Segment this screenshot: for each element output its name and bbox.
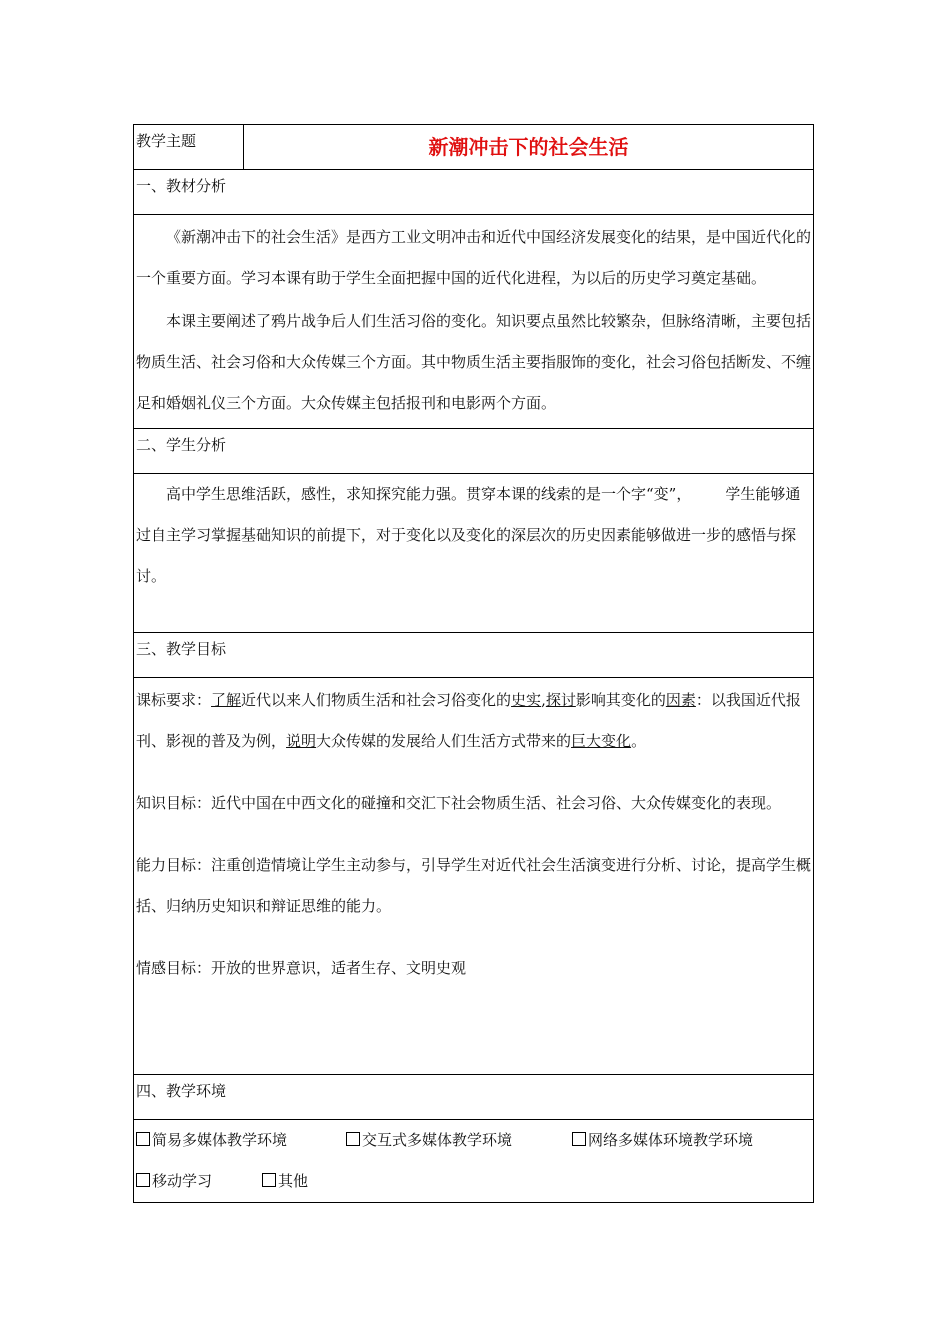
req-text-1: 近代以来人们物质生活和社会习俗变化的 (241, 691, 512, 709)
environment-options-row-1 (136, 1120, 811, 1161)
req-underline-5: 说明 (286, 732, 317, 750)
env-option-simple-multimedia[interactable] (136, 1120, 346, 1161)
env-option-label: 网络多媒体环境教学环境 (588, 1131, 754, 1149)
section-2-body (134, 474, 814, 633)
env-option-mobile-learning[interactable] (136, 1161, 262, 1202)
section-4-body (134, 1120, 814, 1203)
req-text-3: 影响其变化的 (575, 691, 666, 709)
req-prefix: 课标要求： (136, 691, 212, 709)
section-heading-teaching-goals: 三、教学目标 (134, 633, 814, 678)
checkbox-icon[interactable] (136, 1173, 150, 1187)
checkbox-icon[interactable] (136, 1132, 150, 1146)
section-4-heading-row (134, 1075, 814, 1120)
lesson-title: 新潮冲击下的社会生活 (244, 125, 814, 170)
req-underline-3: 探讨 (545, 691, 576, 709)
env-option-interactive-multimedia[interactable] (346, 1120, 572, 1161)
section-2-heading-row (134, 429, 814, 474)
section-4-body-row (134, 1120, 814, 1203)
req-underline-2: 史实 (511, 691, 542, 709)
section-1-heading-row (134, 170, 814, 215)
emotion-goal: 情感目标：开放的世界意识，适者生存、文明史观 (136, 959, 467, 977)
textbook-analysis-paragraph-2: 本课主要阐述了鸦片战争后人们生活习俗的变化。知识要点虽然比较繁杂，但脉络清晰，主要包括物质生活、社会习俗和大众传媒三个方面。其中物质生活主要指服饰的变化，社会习俗包括断发、不缠足和婚姻礼仪三个方面。大众传媒主包括报刊和电影两个方面。 (136, 312, 812, 412)
ability-goal: 能力目标：注重创造情境让学生主动参与，引导学生对近代社会生活演变进行分析、讨论，提高学生概括、归纳历史知识和辩证思维的能力。 (136, 856, 812, 915)
section-3-body-row (134, 678, 814, 1075)
req-text-5: 大众传媒的发展给人们生活方式带来的 (316, 732, 572, 750)
knowledge-goal: 知识目标：近代中国在中西文化的碰撞和交汇下社会物质生活、社会习俗、大众传媒变化的表现。 (136, 794, 782, 812)
env-option-label: 交互式多媒体教学环境 (362, 1131, 513, 1149)
req-text-6: 。 (631, 732, 647, 750)
student-analysis-text-a: 高中学生思维活跃，感性，求知探究能力强。贯穿本课的线索的是一个字“变”， (166, 485, 692, 503)
req-underline-1: 了解 (211, 691, 242, 709)
checkbox-icon[interactable] (262, 1173, 276, 1187)
section-3-heading-row (134, 633, 814, 678)
section-2-body-row (134, 474, 814, 633)
section-1-body-row (134, 215, 814, 429)
section-3-body (134, 678, 814, 1075)
env-option-network-multimedia[interactable] (572, 1120, 753, 1161)
curriculum-requirement (136, 680, 811, 762)
req-underline-6: 巨大变化 (571, 732, 632, 750)
topic-label: 教学主题 (134, 125, 244, 170)
checkbox-icon[interactable] (572, 1132, 586, 1146)
header-row (134, 125, 814, 170)
req-text-4: ：以我国近代报刊、影视的普及为例， (136, 691, 801, 750)
lesson-plan-table (133, 124, 814, 1203)
student-analysis-text-b: 学生能够通过自主学习掌握基础知识的前提下，对于变化以及变化的深层次的历史因素能够做进一步的感悟与探讨。 (136, 485, 801, 585)
req-text-2: , (541, 691, 546, 709)
section-1-body (134, 215, 814, 429)
environment-options-row-2 (136, 1161, 811, 1202)
env-option-other[interactable] (262, 1161, 308, 1202)
env-option-label: 简易多媒体教学环境 (152, 1131, 288, 1149)
req-underline-4: 因素 (665, 691, 696, 709)
section-heading-student-analysis: 二、学生分析 (134, 429, 814, 474)
textbook-analysis-paragraph-1: 《新潮冲击下的社会生活》是西方工业文明冲击和近代中国经济发展变化的结果，是中国近代化的一个重要方面。学习本课有助于学生全面把握中国的近代化进程，为以后的历史学习奠定基础。 (136, 228, 812, 287)
student-analysis-paragraph (136, 474, 811, 597)
section-heading-textbook-analysis: 一、教材分析 (134, 170, 814, 215)
checkbox-icon[interactable] (346, 1132, 360, 1146)
env-option-label: 其他 (278, 1172, 309, 1190)
section-heading-teaching-environment: 四、教学环境 (134, 1075, 814, 1120)
env-option-label: 移动学习 (152, 1172, 213, 1190)
